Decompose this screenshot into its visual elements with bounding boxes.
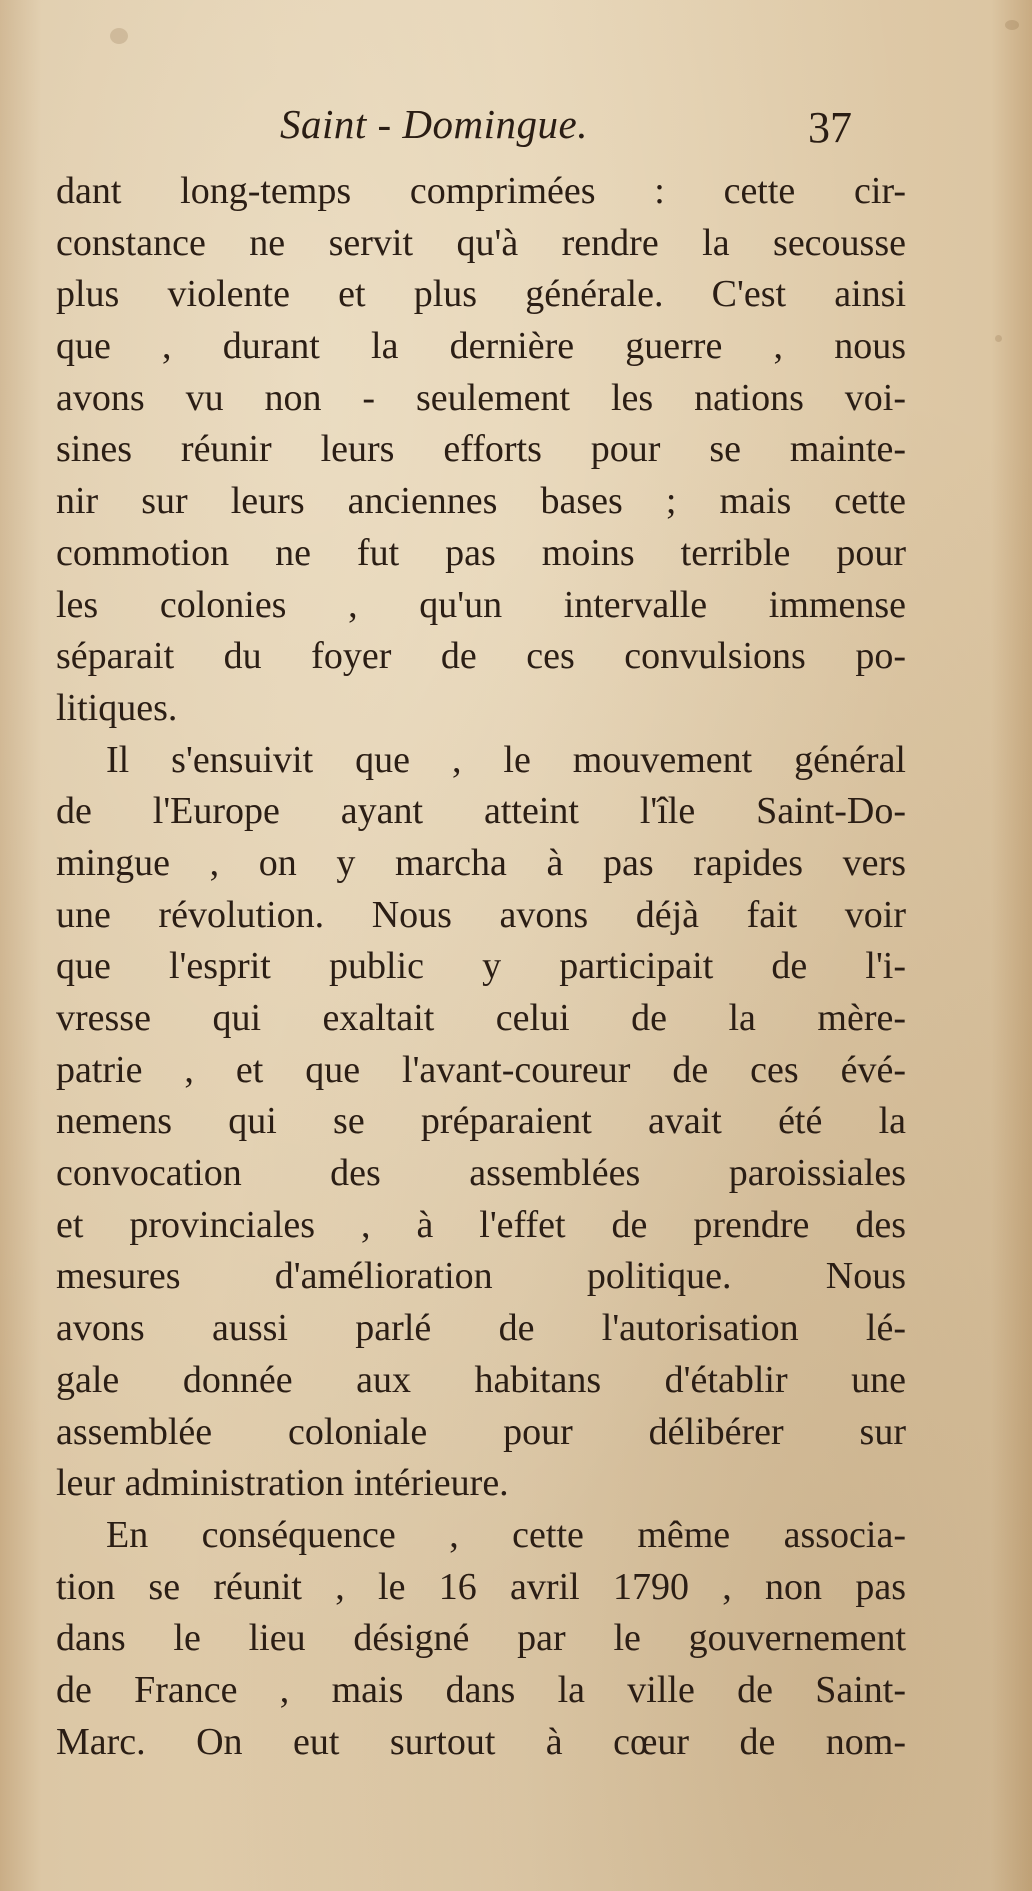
text-line: avons vu non - seulement les nations voi- [56,376,906,419]
text-line: commotion ne fut pas moins terrible pour [56,531,906,574]
text-line: vresse qui exaltait celui de la mère- [56,997,906,1039]
text-line: sines réunir leurs efforts pour se mainte- [56,428,906,471]
text-line: litiques. [56,686,178,729]
text-line: de l'Europe ayant atteint l'île Saint-Do- [56,790,906,833]
text-line: convocation des assemblées paroissiales [56,1152,906,1195]
text-line: que l'esprit public y participait de l'i- [56,945,906,988]
page-number: 37 [808,103,852,152]
text-line: nemens qui se préparaient avait été la [56,1100,906,1143]
text-line: une révolution. Nous avons déjà fait voir [56,893,906,936]
text-line: Marc. On eut surtout à cœur de nom- [56,1720,906,1763]
text-line: tion se réunit , le 16 avril 1790 , non pas [56,1565,906,1608]
text-line: assemblée coloniale pour délibérer sur [56,1410,906,1453]
text-line: les colonies , qu'un intervalle immense [56,583,906,626]
running-title: Saint - Domingue. [280,101,588,147]
text-line: plus violente et plus générale. C'est ainsi [56,273,906,316]
text-line: de France , mais dans la ville de Saint- [56,1668,906,1711]
foxing-stain [1005,20,1019,30]
text-line: leur administration intérieure. [56,1462,509,1505]
foxing-stain [995,335,1002,342]
text-line: gale donnée aux habitans d'établir une [56,1358,906,1401]
page-header [0,100,1032,160]
paragraph-first-line: En conséquence , cette même associa- [106,1513,906,1556]
text-line: et provinciales , à l'effet de prendre des [56,1203,906,1246]
body-text [56,166,906,1768]
paragraph-first-line: Il s'ensuivit que , le mouvement général [106,738,906,781]
text-line: dans le lieu désigné par le gouvernement [56,1617,906,1660]
foxing-stain [110,28,128,44]
text-line: constance ne servit qu'à rendre la secousse [56,221,906,264]
text-line: séparait du foyer de ces convulsions po- [56,635,906,678]
text-line: que , durant la dernière guerre , nous [56,325,906,368]
text-line: mingue , on y marcha à pas rapides vers [56,841,906,884]
text-line: mesures d'amélioration politique. Nous [56,1255,906,1298]
text-line: patrie , et que l'avant-coureur de ces évé- [56,1048,906,1091]
text-line: nir sur leurs anciennes bases ; mais cette [56,480,906,523]
text-line: dant long-temps comprimées : cette cir- [56,170,906,212]
text-line: avons aussi parlé de l'autorisation lé- [56,1307,906,1350]
